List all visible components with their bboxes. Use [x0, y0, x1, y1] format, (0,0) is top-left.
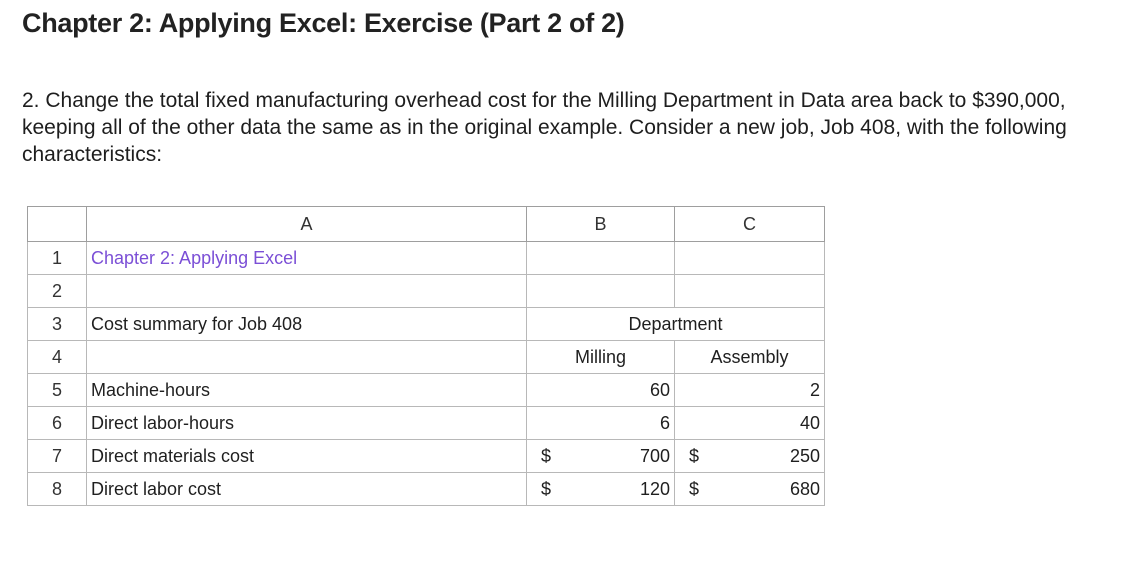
- row-number[interactable]: 1: [28, 242, 87, 275]
- cell-c1[interactable]: [675, 242, 825, 275]
- cell-c8[interactable]: [675, 473, 825, 506]
- cell-c4-assembly[interactable]: Assembly: [675, 341, 825, 374]
- cell-a4[interactable]: [87, 341, 527, 374]
- cell-b2[interactable]: [527, 275, 675, 308]
- column-header-row: [28, 207, 825, 242]
- column-header-a[interactable]: A: [87, 207, 527, 242]
- row-number[interactable]: 8: [28, 473, 87, 506]
- cell-value: 680: [789, 478, 820, 499]
- currency-symbol: $: [689, 478, 700, 499]
- cell-a2[interactable]: [87, 275, 527, 308]
- row-number[interactable]: 7: [28, 440, 87, 473]
- sheet-row-4: [28, 341, 825, 374]
- cell-a1[interactable]: Chapter 2: Applying Excel: [87, 242, 527, 275]
- cell-b3-department[interactable]: Department: [527, 308, 825, 341]
- row-number[interactable]: 4: [28, 341, 87, 374]
- sheet-row-1: [28, 242, 825, 275]
- sheet-row-5: [28, 374, 825, 407]
- cell-a8[interactable]: Direct labor cost: [87, 473, 527, 506]
- sheet-row-8: [28, 473, 825, 506]
- column-header-b[interactable]: B: [527, 207, 675, 242]
- cell-value: 6: [659, 412, 670, 433]
- cell-c6[interactable]: [675, 407, 825, 440]
- sheet-row-6: [28, 407, 825, 440]
- cell-a7[interactable]: Direct materials cost: [87, 440, 527, 473]
- cell-value: 60: [649, 379, 670, 400]
- cell-a5[interactable]: Machine-hours: [87, 374, 527, 407]
- row-number[interactable]: 2: [28, 275, 87, 308]
- sheet-row-7: [28, 440, 825, 473]
- column-header-c[interactable]: C: [675, 207, 825, 242]
- cell-value: 250: [789, 445, 820, 466]
- cell-a3[interactable]: Cost summary for Job 408: [87, 308, 527, 341]
- currency-symbol: $: [541, 478, 552, 499]
- currency-symbol: $: [541, 445, 552, 466]
- row-number[interactable]: 6: [28, 407, 87, 440]
- cell-value: 120: [639, 478, 670, 499]
- cell-c2[interactable]: [675, 275, 825, 308]
- cell-value: 40: [799, 412, 820, 433]
- question-text: 2. Change the total fixed manufacturing overhead cost for the Milling Department in Data area back to $390,000, keeping all of the other data the same as in the original example. Consider a new job, Job 408, with the following characteristics:: [22, 89, 1067, 166]
- page-title: Chapter 2: Applying Excel: Exercise (Part 2 of 2): [22, 8, 625, 38]
- cell-value: 700: [639, 445, 670, 466]
- spreadsheet: [27, 206, 825, 506]
- cell-b6[interactable]: [527, 407, 675, 440]
- cell-c7[interactable]: [675, 440, 825, 473]
- corner-cell[interactable]: [28, 207, 87, 242]
- sheet-row-2: [28, 275, 825, 308]
- cell-b4-milling[interactable]: Milling: [527, 341, 675, 374]
- cell-b5[interactable]: [527, 374, 675, 407]
- cell-c5[interactable]: [675, 374, 825, 407]
- row-number[interactable]: 3: [28, 308, 87, 341]
- sheet-row-3: [28, 308, 825, 341]
- currency-symbol: $: [689, 445, 700, 466]
- cell-value: 2: [809, 379, 820, 400]
- row-number[interactable]: 5: [28, 374, 87, 407]
- cell-b1[interactable]: [527, 242, 675, 275]
- cell-a6[interactable]: Direct labor-hours: [87, 407, 527, 440]
- cell-b8[interactable]: [527, 473, 675, 506]
- cell-b7[interactable]: [527, 440, 675, 473]
